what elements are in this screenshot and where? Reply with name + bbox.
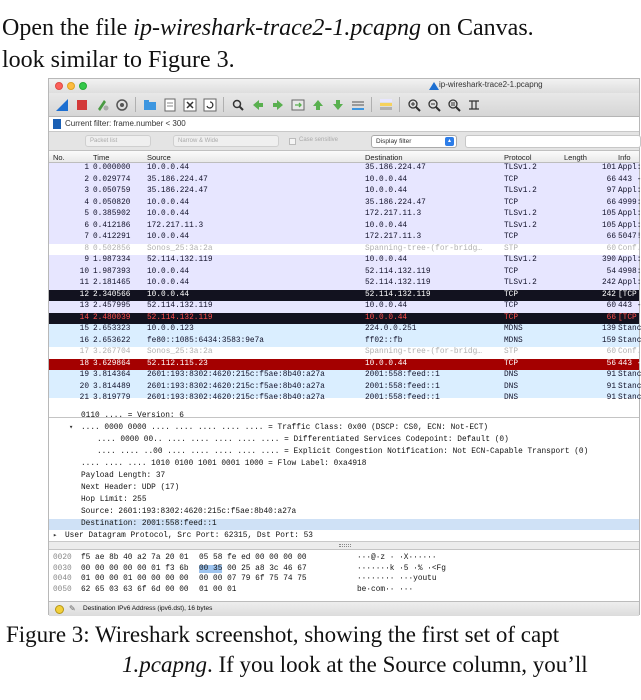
- case-sensitive-checkbox[interactable]: [289, 138, 296, 145]
- packet-source: 10.0.0.44: [147, 233, 190, 241]
- packet-time: 0.029774: [93, 175, 131, 184]
- bytes-hex-2: 00 00 07 79 6f 75 74 75: [199, 575, 307, 583]
- packet-time: 3.819779: [93, 394, 131, 402]
- packet-row[interactable]: [49, 290, 639, 302]
- bookmark-icon[interactable]: [53, 119, 61, 129]
- packet-destination: 10.0.0.44: [365, 313, 408, 322]
- search-input[interactable]: [465, 135, 641, 148]
- bytes-ascii: ········ ···youtu: [357, 575, 437, 583]
- packet-info: Stanc: [618, 325, 641, 333]
- current-filter-text: Current filter: frame.number < 300: [65, 119, 186, 128]
- packet-protocol: MDNS: [504, 325, 523, 333]
- packet-destination: ff02::fb: [365, 336, 403, 345]
- packet-row[interactable]: [49, 324, 639, 336]
- current-filter-bar: [49, 117, 639, 132]
- packet-destination: 10.0.0.44: [365, 302, 408, 310]
- capture-options-icon[interactable]: [113, 96, 130, 113]
- last-packet-icon[interactable]: [329, 96, 346, 113]
- packet-length: 91: [606, 382, 616, 391]
- packet-protocol: TCP: [504, 175, 519, 184]
- packet-time: 0.412291: [93, 233, 131, 241]
- packet-destination: 10.0.0.44: [365, 256, 408, 264]
- packet-number: 17: [79, 348, 89, 356]
- wireshark-window: [48, 78, 640, 615]
- packet-info: 443 -: [618, 359, 641, 368]
- packet-source: 10.0.0.44: [147, 279, 190, 287]
- find-packet-bar: [49, 132, 639, 151]
- figure-caption-line-1: Figure 3: Wireshark screenshot, showing the first set of capt: [6, 622, 560, 647]
- packet-destination: 2001:558:feed::1: [365, 382, 440, 391]
- bytes-hex-2: 01 00 01: [199, 585, 237, 594]
- bytes-offset: 0040: [53, 575, 72, 583]
- column-header-time[interactable]: Time: [93, 153, 110, 162]
- detail-line[interactable]: [49, 447, 639, 458]
- packet-info: [TCP: [618, 290, 637, 299]
- packet-source: 10.0.0.44: [147, 164, 190, 172]
- packet-protocol: TCP: [504, 267, 519, 276]
- column-header-no[interactable]: No.: [53, 153, 65, 162]
- bytes-selected: 00 35: [199, 564, 223, 573]
- packet-number: 19: [79, 371, 89, 379]
- packet-number: 16: [79, 336, 89, 345]
- stop-capture-icon[interactable]: [73, 96, 90, 113]
- packet-time: 3.814364: [93, 371, 131, 379]
- document-text-line-2: look similar to Figure 3.: [2, 47, 235, 73]
- reload-icon[interactable]: [201, 96, 218, 113]
- search-mode-select[interactable]: [371, 135, 457, 148]
- detail-text: Destination: 2001:558:feed::1: [81, 520, 217, 528]
- packet-info: Stanc: [618, 394, 641, 402]
- packet-time: 2.480039: [93, 313, 131, 322]
- zoom-window-icon[interactable]: [79, 82, 87, 90]
- chevron-updown-icon: ▴: [445, 137, 454, 146]
- packet-destination: 10.0.0.44: [365, 221, 408, 230]
- packet-details-pane: [49, 412, 639, 550]
- colorize-icon[interactable]: [377, 96, 394, 113]
- packet-row[interactable]: [49, 267, 639, 279]
- packet-info: Stanc: [618, 336, 641, 345]
- packet-protocol: STP: [504, 348, 519, 356]
- packet-length: 60: [606, 244, 616, 253]
- search-mode-label: Display filter: [376, 138, 412, 145]
- packet-time: 0.502856: [93, 244, 131, 253]
- packet-row[interactable]: [49, 209, 639, 221]
- packet-number: 9: [84, 256, 89, 264]
- detail-text: .... .... ..00 .... .... .... .... .... = Explicit Congestion Notification: Not ECN-Capable Transport (0): [97, 448, 589, 456]
- bytes-row[interactable]: [49, 574, 639, 584]
- packet-info: Conf.: [618, 244, 641, 253]
- packet-row[interactable]: [49, 221, 639, 233]
- column-header-destination[interactable]: Destination: [365, 153, 403, 162]
- packet-time: 1.987334: [93, 256, 131, 264]
- bytes-row[interactable]: [49, 564, 639, 574]
- packet-info: [TCP: [618, 313, 637, 322]
- detail-line[interactable]: [49, 459, 639, 470]
- packet-length: 60: [606, 302, 616, 310]
- detail-text: Hop Limit: 255: [81, 496, 147, 504]
- packet-source: 2601:193:8302:4620:215c:f5ae:8b40:a27a: [147, 382, 325, 391]
- bytes-hex-2: 05 58 fe ed 00 00 00 00: [199, 554, 307, 562]
- packet-protocol: DNS: [504, 394, 519, 402]
- detail-line[interactable]: [49, 435, 639, 446]
- expand-triangle-icon[interactable]: ▾: [69, 424, 74, 432]
- packet-source: 10.0.0.44: [147, 267, 190, 276]
- packet-row[interactable]: [49, 393, 641, 402]
- bytes-ascii: be·com·· ···: [357, 585, 414, 594]
- packet-protocol: TCP: [504, 359, 519, 368]
- packet-info: Appl:: [618, 279, 641, 287]
- packet-info: 5047!: [618, 233, 641, 241]
- packet-source: 52.112.115.23: [147, 359, 208, 368]
- detail-text: Next Header: UDP (17): [81, 484, 180, 492]
- bytes-row[interactable]: [49, 585, 639, 595]
- detail-text: .... 0000 0000 .... .... .... .... .... = Traffic Class: 0x00 (DSCP: CS0, ECN: Not-ECT): [81, 424, 489, 432]
- packet-protocol: STP: [504, 244, 519, 253]
- packet-source: 2601:193:8302:4620:215c:f5ae:8b40:a27a: [147, 394, 325, 402]
- normal-size-icon[interactable]: [445, 96, 462, 113]
- packet-row[interactable]: [49, 370, 639, 382]
- packet-source: 2601:193:8302:4620:215c:f5ae:8b40:a27a: [147, 371, 325, 379]
- packet-info: Stanc: [618, 371, 641, 379]
- packet-row[interactable]: [49, 232, 639, 244]
- packet-protocol: TLSv1.2: [504, 221, 537, 230]
- detail-line-selected[interactable]: [49, 519, 639, 530]
- detail-line[interactable]: [49, 423, 639, 434]
- packet-source: 10.0.0.44: [147, 210, 190, 218]
- packet-length: 91: [606, 394, 616, 402]
- packet-protocol: DNS: [504, 382, 519, 391]
- packet-destination: Spanning-tree-(for-bridg…: [365, 244, 482, 253]
- packet-number: 13: [79, 302, 89, 310]
- packet-info: 4999:: [618, 198, 641, 207]
- wireshark-fin-icon: [429, 82, 439, 90]
- packet-time: 2.653622: [93, 336, 131, 345]
- packet-source: Sonos_25:3a:2a: [147, 348, 213, 356]
- document-text-line-1: Open the file ip-wireshark-trace2-1.pcapng on Canvas.: [2, 15, 534, 41]
- resize-columns-icon[interactable]: [465, 96, 482, 113]
- bytes-hex: f5 ae 8b 40 a2 7a 20 01: [81, 554, 189, 562]
- packet-info: Appl:: [618, 164, 641, 172]
- packet-destination: 10.0.0.44: [365, 359, 408, 368]
- pane-splitter[interactable]: [49, 541, 639, 549]
- column-header-info[interactable]: Info: [618, 153, 631, 162]
- packet-source: 10.0.0.44: [147, 198, 190, 207]
- expert-info-icon[interactable]: [55, 605, 64, 614]
- search-scope-select[interactable]: Packet list: [85, 135, 151, 147]
- packet-number: 15: [79, 325, 89, 333]
- packet-protocol: TLSv1.2: [504, 279, 537, 287]
- packet-number: 10: [79, 267, 89, 276]
- packet-number: 2: [84, 175, 89, 184]
- packet-protocol: TCP: [504, 290, 519, 299]
- packet-source: 52.114.132.119: [147, 313, 213, 322]
- packet-time: 0.385902: [93, 210, 131, 218]
- packet-number: 4: [84, 198, 89, 207]
- packet-length: 390: [601, 256, 616, 264]
- packet-destination: 2001:558:feed::1: [365, 371, 440, 379]
- packet-row[interactable]: [49, 198, 639, 210]
- packet-row[interactable]: [49, 186, 639, 198]
- packet-info: Appl:: [618, 187, 641, 195]
- packet-info: Appl:: [618, 210, 641, 218]
- packet-protocol: TLSv1.2: [504, 187, 537, 195]
- packet-info: 443 -: [618, 302, 641, 310]
- packet-length: 97: [606, 187, 616, 195]
- packet-row[interactable]: [49, 244, 639, 256]
- status-bar: [49, 601, 639, 616]
- packet-length: 242: [601, 290, 616, 299]
- packet-destination: 172.217.11.3: [365, 210, 422, 218]
- main-toolbar: [49, 93, 639, 117]
- packet-length: 91: [606, 371, 616, 379]
- detail-line[interactable]: [49, 507, 639, 518]
- document-filename: ip-wireshark-trace2-1.pcapng: [133, 15, 422, 41]
- bytes-hex: 01 00 00 01 00 00 00 00: [81, 575, 189, 583]
- close-window-icon[interactable]: [55, 82, 63, 90]
- packet-info: Appl:: [618, 256, 641, 264]
- packet-info: Appl:: [618, 221, 641, 230]
- column-header-protocol[interactable]: Protocol: [504, 153, 532, 162]
- packet-number: 8: [84, 244, 89, 253]
- packet-source: Sonos_25:3a:2a: [147, 244, 213, 253]
- packet-time: 1.987393: [93, 267, 131, 276]
- capture-comment-icon[interactable]: ✎: [69, 604, 76, 613]
- go-back-icon[interactable]: [249, 96, 266, 113]
- packet-length: 66: [606, 233, 616, 241]
- packet-list: [49, 151, 639, 417]
- packet-protocol: TCP: [504, 313, 519, 322]
- shark-fin-start-icon[interactable]: [53, 96, 70, 113]
- splitter-grip-icon: [339, 544, 351, 547]
- packet-length: 101: [601, 164, 616, 172]
- packet-row[interactable]: [49, 175, 639, 187]
- packet-row[interactable]: [49, 163, 639, 175]
- packet-row[interactable]: [49, 255, 639, 267]
- detail-text: .... .... .... 1010 0100 1001 0001 1000 = Flow Label: 0xa4918: [81, 460, 367, 468]
- packet-destination: Spanning-tree-(for-bridg…: [365, 348, 482, 356]
- packet-length: 66: [606, 175, 616, 184]
- packet-source: 10.0.0.44: [147, 290, 190, 299]
- packet-time: 2.181465: [93, 279, 131, 287]
- bytes-hex: 00 00 00 00 00 01 f3 6b: [81, 564, 189, 573]
- zoom-in-icon[interactable]: [405, 96, 422, 113]
- packet-length: 66: [606, 313, 616, 322]
- go-forward-icon[interactable]: [269, 96, 286, 113]
- search-charset-select[interactable]: Narrow & Wide: [173, 135, 279, 147]
- column-header-source[interactable]: Source: [147, 153, 171, 162]
- packet-destination: 2001:558:feed::1: [365, 394, 440, 402]
- packet-info: 443 -: [618, 175, 641, 184]
- packet-length: 54: [606, 267, 616, 276]
- packet-protocol: MDNS: [504, 336, 523, 345]
- packet-length: 66: [606, 198, 616, 207]
- packet-time: 3.267704: [93, 348, 131, 356]
- packet-protocol: TLSv1.2: [504, 256, 537, 264]
- packet-destination: 35.186.224.47: [365, 164, 426, 172]
- window-title: ip-wireshark-trace2-1.pcapng: [439, 80, 543, 89]
- packet-length: 60: [606, 348, 616, 356]
- packet-destination: 10.0.0.44: [365, 187, 408, 195]
- bytes-offset: 0030: [53, 564, 72, 573]
- packet-row[interactable]: [49, 301, 639, 313]
- packet-source: 52.114.132.119: [147, 302, 213, 310]
- detail-text: 0110 .... = Version: 6: [81, 412, 184, 420]
- packet-length: 105: [601, 221, 616, 230]
- packet-number: 11: [79, 279, 89, 287]
- packet-protocol: TCP: [504, 233, 519, 241]
- packet-number: 18: [79, 359, 89, 368]
- case-sensitive-label: Case sensitive: [299, 137, 339, 143]
- packet-time: 3.629864: [93, 359, 131, 368]
- packet-length: 139: [601, 325, 616, 333]
- zoom-out-icon[interactable]: [425, 96, 442, 113]
- packet-destination: 52.114.132.119: [365, 279, 431, 287]
- packet-row[interactable]: [49, 382, 639, 394]
- bytes-offset: 0020: [53, 554, 72, 562]
- figure-caption-line-2: 1.pcapng. If you look at the Source column, you’ll: [122, 652, 588, 677]
- detail-line[interactable]: [49, 471, 639, 482]
- restart-capture-icon[interactable]: [93, 96, 110, 113]
- bytes-hex-2: 00 35 00 25 a8 3c 46 67: [199, 564, 307, 573]
- bytes-ascii: ·······k ·5 ·% ·<Fg: [357, 564, 446, 573]
- packet-protocol: TCP: [504, 198, 519, 207]
- packet-time: 0.050820: [93, 198, 131, 207]
- detail-line[interactable]: [49, 411, 639, 422]
- title-bar: [49, 79, 639, 93]
- packet-info: Stanc: [618, 382, 641, 391]
- packet-destination: 35.186.224.47: [365, 198, 426, 207]
- status-text: Destination IPv6 Address (ipv6.dst), 16 bytes: [83, 605, 213, 612]
- packet-time: 2.457995: [93, 302, 131, 310]
- bytes-row[interactable]: [49, 553, 639, 563]
- packet-number: 1: [84, 164, 89, 172]
- bytes-offset: 0050: [53, 585, 72, 594]
- packet-list-header: [49, 151, 639, 163]
- packet-number: 21: [79, 394, 89, 402]
- packet-protocol: TLSv1.2: [504, 210, 537, 218]
- collapse-triangle-icon[interactable]: ▸: [53, 532, 58, 540]
- minimize-window-icon[interactable]: [67, 82, 75, 90]
- packet-number: 12: [79, 290, 89, 299]
- detail-line[interactable]: [49, 495, 639, 506]
- packet-time: 0.000000: [93, 164, 131, 172]
- packet-row[interactable]: [49, 359, 639, 371]
- packet-time: 2.653323: [93, 325, 131, 333]
- open-file-icon[interactable]: [141, 96, 158, 113]
- packet-length: 159: [601, 336, 616, 345]
- packet-number: 5: [84, 210, 89, 218]
- packet-row[interactable]: [49, 347, 639, 359]
- detail-text: .... 0000 00.. .... .... .... .... .... = Differentiated Services Codepoint: Default (0): [97, 436, 509, 444]
- packet-info: Conf.: [618, 348, 641, 356]
- packet-protocol: DNS: [504, 371, 519, 379]
- packet-destination: 52.114.132.119: [365, 267, 431, 276]
- autoscroll-icon[interactable]: [349, 96, 366, 113]
- detail-line[interactable]: [49, 483, 639, 494]
- packet-row[interactable]: [49, 278, 639, 290]
- packet-time: 0.050759: [93, 187, 131, 195]
- packet-destination: 10.0.0.44: [365, 175, 408, 184]
- packet-row[interactable]: [49, 313, 639, 325]
- detail-text: Source: 2601:193:8302:4620:215c:f5ae:8b40:a27a: [81, 508, 297, 516]
- bytes-ascii: ···@·z · ·X······: [357, 554, 437, 562]
- packet-time: 2.340566: [93, 290, 131, 299]
- packet-info: 4998:: [618, 267, 641, 276]
- close-file-icon[interactable]: [181, 96, 198, 113]
- packet-number: 3: [84, 187, 89, 195]
- packet-length: 242: [601, 279, 616, 287]
- packet-number: 20: [79, 382, 89, 391]
- packet-number: 14: [79, 313, 89, 322]
- bytes-hex: 62 65 03 63 6f 6d 00 00: [81, 585, 189, 594]
- packet-source: 10.0.0.123: [147, 325, 194, 333]
- column-header-length[interactable]: Length: [564, 153, 587, 162]
- packet-rows: [49, 163, 641, 402]
- packet-destination: 172.217.11.3: [365, 233, 422, 241]
- packet-source: 35.186.224.47: [147, 187, 208, 195]
- packet-source: 52.114.132.119: [147, 256, 213, 264]
- find-packet-icon[interactable]: [229, 96, 246, 113]
- detail-text: User Datagram Protocol, Src Port: 62315, Dst Port: 53: [65, 532, 313, 540]
- packet-row[interactable]: [49, 336, 639, 348]
- go-to-packet-icon[interactable]: [289, 96, 306, 113]
- packet-source: fe80::1085:6434:3583:9e7a: [147, 336, 264, 345]
- packet-protocol: TCP: [504, 302, 519, 310]
- packet-number: 6: [84, 221, 89, 230]
- packet-time: 3.814489: [93, 382, 131, 391]
- detail-text: Payload Length: 37: [81, 472, 166, 480]
- packet-protocol: TLSv1.2: [504, 164, 537, 172]
- packet-destination: 52.114.132.119: [365, 290, 431, 299]
- packet-length: 105: [601, 210, 616, 218]
- packet-source: 172.217.11.3: [147, 221, 204, 230]
- packet-source: 35.186.224.47: [147, 175, 208, 184]
- packet-time: 0.412186: [93, 221, 131, 230]
- packet-number: 7: [84, 233, 89, 241]
- first-packet-icon[interactable]: [309, 96, 326, 113]
- packet-length: 56: [606, 359, 616, 368]
- packet-destination: 224.0.0.251: [365, 325, 417, 333]
- packet-bytes-pane: [49, 549, 639, 601]
- save-file-icon[interactable]: [161, 96, 178, 113]
